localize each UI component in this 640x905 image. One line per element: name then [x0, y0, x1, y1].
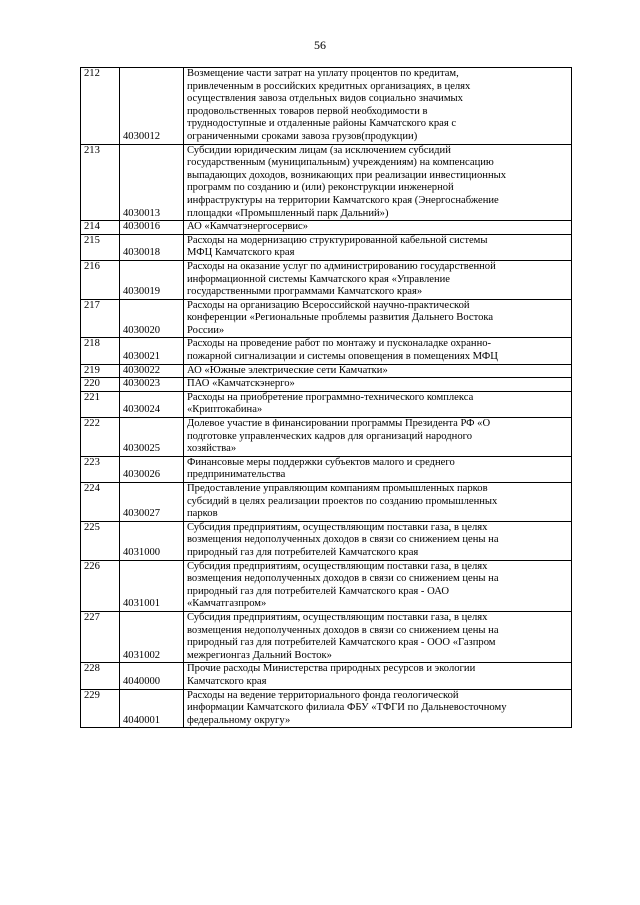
table-row [81, 144, 572, 221]
description-line: межрегионгаз Дальний Восток» [187, 649, 332, 661]
description-line: природный газ для потребителей Камчатского края [187, 546, 419, 558]
row-number: 227 [81, 611, 120, 662]
description-line: «Криптокабина» [187, 404, 263, 416]
row-number: 217 [81, 299, 120, 338]
row-number: 226 [81, 560, 120, 611]
description-line: труднодоступные и отдаленные районы Камчатского края с [187, 118, 457, 130]
expense-description [184, 456, 572, 482]
table-row [81, 521, 572, 560]
row-number: 223 [81, 456, 120, 482]
table-row [81, 391, 572, 417]
expense-description [184, 260, 572, 299]
budget-code: 4030022 [120, 364, 184, 378]
description-line: Расходы на оказание услуг по администрированию государственной [187, 260, 496, 272]
budget-code: 4030016 [120, 221, 184, 235]
expense-description [184, 483, 572, 522]
row-number: 219 [81, 364, 120, 378]
table-row [81, 234, 572, 260]
table-row [81, 611, 572, 662]
description-line: Предоставление управляющим компаниям промышленных парков [187, 483, 488, 494]
table-row [81, 338, 572, 364]
row-number: 222 [81, 418, 120, 457]
budget-codes-table [80, 67, 572, 728]
expense-description [184, 68, 572, 145]
table-row [81, 560, 572, 611]
expense-description [184, 221, 572, 235]
description-line: программ по созданию и (или) реконструкции инженерной [187, 182, 454, 194]
table-row [81, 456, 572, 482]
budget-code: 4030024 [120, 391, 184, 417]
description-line: государственным (муниципальным) учреждениям) на компенсацию [187, 157, 494, 169]
description-line: федеральному округу» [187, 714, 291, 726]
row-number: 213 [81, 144, 120, 221]
description-line: Расходы на организацию Всероссийской научно-практической [187, 299, 470, 311]
description-line: АО «Южные электрические сети Камчатки» [187, 364, 388, 376]
description-line: возмещения недополученных доходов в связи со снижением цены на [187, 534, 499, 546]
description-line: возмещения недополученных доходов в связи со снижением цены на [187, 624, 499, 636]
expense-description [184, 364, 572, 378]
row-number: 225 [81, 521, 120, 560]
description-line: информации Камчатского филиала ФБУ «ТФГИ по Дальневосточному [187, 702, 507, 714]
description-line: МФЦ Камчатского края [187, 247, 295, 259]
page-number: 56 [314, 38, 326, 52]
description-line: Субсидия предприятиям, осуществляющим поставки газа, в целях [187, 560, 488, 572]
budget-code: 4030019 [120, 260, 184, 299]
expense-description [184, 234, 572, 260]
expense-description [184, 689, 572, 728]
row-number: 228 [81, 663, 120, 689]
description-line: Долевое участие в финансировании программы Президента РФ «О [187, 418, 491, 430]
description-line: Субсидии юридическим лицам (за исключением субсидий [187, 144, 451, 156]
budget-code: 4030013 [120, 144, 184, 221]
table-row [81, 378, 572, 392]
table-row [81, 418, 572, 457]
description-line: информационной системы Камчатского края «Управление [187, 273, 451, 285]
budget-code: 4030027 [120, 483, 184, 522]
description-line: природный газ для потребителей Камчатского края - ОАО [187, 585, 449, 597]
expense-description [184, 299, 572, 338]
budget-code: 4040001 [120, 689, 184, 728]
description-line: Расходы на приобретение программно-технического комплекса [187, 391, 474, 403]
expense-description [184, 418, 572, 457]
description-line: Субсидия предприятиям, осуществляющим поставки газа, в целях [187, 611, 488, 623]
budget-code: 4031002 [120, 611, 184, 662]
table-row [81, 689, 572, 728]
row-number: 224 [81, 483, 120, 522]
description-line: хозяйства» [187, 443, 237, 455]
description-line: ограниченными сроками завоза грузов(продукции) [187, 130, 418, 142]
table-body [81, 68, 572, 728]
table-row [81, 221, 572, 235]
row-number: 216 [81, 260, 120, 299]
description-line: Расходы на ведение территориального фонда геологической [187, 689, 459, 701]
table-row [81, 260, 572, 299]
description-line: субсидий в целях реализации проектов по созданию промышленных [187, 495, 498, 507]
description-line: Финансовые меры поддержки субъектов малого и среднего [187, 456, 455, 468]
description-line: Камчатского края [187, 675, 267, 687]
description-line: парков [187, 508, 218, 520]
expense-description [184, 560, 572, 611]
description-line: подготовке управленческих кадров для организаций народного [187, 430, 472, 442]
description-line: природный газ для потребителей Камчатского края - ООО «Газпром [187, 637, 496, 649]
row-number: 220 [81, 378, 120, 392]
description-line: осуществления завоза отдельных видов социально значимых [187, 93, 463, 105]
budget-code: 4040000 [120, 663, 184, 689]
expense-description [184, 521, 572, 560]
description-line: инфраструктуры на территории Камчатского края (Энергоснабжение [187, 194, 499, 206]
description-line: АО «Камчатэнергосервис» [187, 221, 309, 233]
description-line: Возмещение части затрат на уплату процентов по кредитам, [187, 68, 459, 79]
description-line: государственными программами Камчатского края» [187, 286, 423, 298]
budget-code: 4030026 [120, 456, 184, 482]
row-number: 229 [81, 689, 120, 728]
description-line: «Камчатгазпром» [187, 598, 267, 610]
budget-code: 4030023 [120, 378, 184, 392]
description-line: Расходы на модернизацию структурированной кабельной системы [187, 234, 488, 246]
budget-code: 4030020 [120, 299, 184, 338]
table-row [81, 299, 572, 338]
table-row [81, 364, 572, 378]
table-row [81, 663, 572, 689]
expense-description [184, 378, 572, 392]
expense-description [184, 391, 572, 417]
budget-code: 4030018 [120, 234, 184, 260]
expense-description [184, 611, 572, 662]
budget-code: 4031001 [120, 560, 184, 611]
budget-code: 4030025 [120, 418, 184, 457]
description-line: продовольственных товаров первой необходимости в [187, 105, 428, 117]
table-row [81, 68, 572, 145]
description-line: Субсидия предприятиям, осуществляющим поставки газа, в целях [187, 521, 488, 533]
description-line: пожарной сигнализации и системы оповещения в помещениях МФЦ [187, 351, 498, 363]
description-line: Расходы на проведение работ по монтажу и пусконаладке охранно- [187, 338, 492, 350]
description-line: конференции «Региональные проблемы развития Дальнего Востока [187, 312, 494, 324]
expense-description [184, 144, 572, 221]
row-number: 212 [81, 68, 120, 145]
expense-description [184, 338, 572, 364]
description-line: выпадающих доходов, возникающих при реализации инвестиционных [187, 169, 507, 181]
row-number: 214 [81, 221, 120, 235]
row-number: 218 [81, 338, 120, 364]
description-line: предпринимательства [187, 469, 286, 481]
budget-code: 4030021 [120, 338, 184, 364]
table-row [81, 483, 572, 522]
budget-code: 4031000 [120, 521, 184, 560]
description-line: возмещения недополученных доходов в связи со снижением цены на [187, 573, 499, 585]
expense-description [184, 663, 572, 689]
budget-code: 4030012 [120, 68, 184, 145]
description-line: ПАО «Камчатскэнерго» [187, 378, 295, 390]
row-number: 215 [81, 234, 120, 260]
description-line: площадки «Промышленный парк Дальний») [187, 207, 389, 219]
description-line: привлеченным в российских кредитных организациях, в целях [187, 80, 471, 92]
description-line: России» [187, 324, 225, 336]
description-line: Прочие расходы Министерства природных ресурсов и экологии [187, 663, 476, 675]
row-number: 221 [81, 391, 120, 417]
